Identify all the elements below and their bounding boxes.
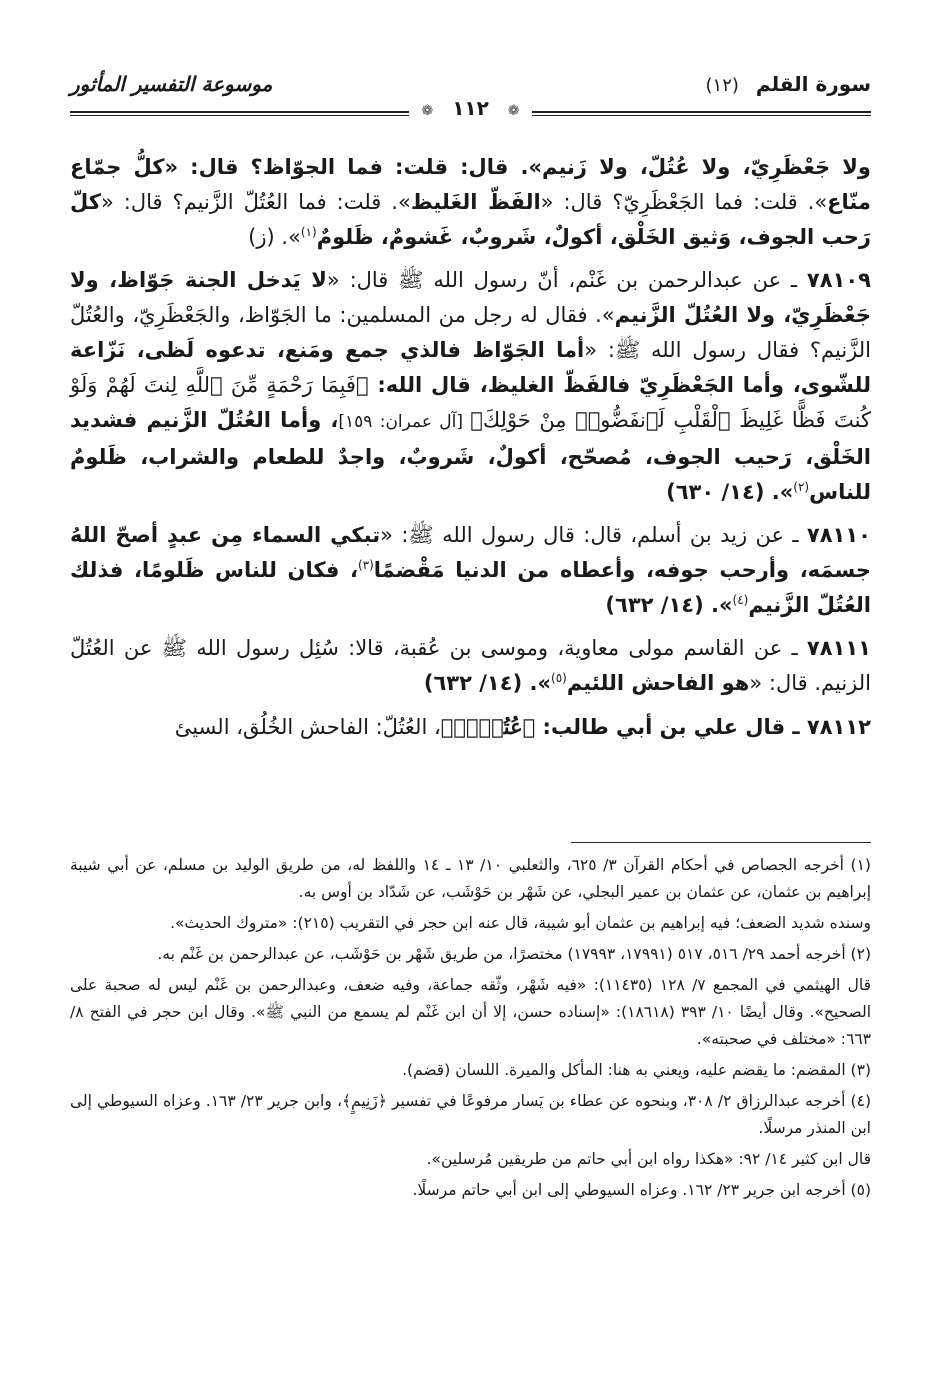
text-run: ». (ز): [248, 225, 301, 249]
quran-verse: ﴿فَبِمَا رَحْمَةٍ مِّنَ ٱللَّهِ لِنتَ لَهُمْ وَلَوْ كُنتَ فَظًّا غَلِيظَ ٱلْقَلْبِ لَٱنفَضُّوا۟ مِنْ حَوْلِكَ﴾: [70, 373, 871, 432]
footnote: قال ابن كثير ١٤/ ٩٢: «هكذا رواه ابن أبي حاتم من طريقين مُرسلين».: [426, 1150, 871, 1168]
main-text: [70, 150, 871, 753]
footnote-marker: (٣): [357, 558, 374, 572]
footnote: (٣) المقضم: ما يقضم عليه، ويعني به هنا: المأكل والميرة. اللسان (قضم).: [402, 1061, 871, 1079]
hadith-number: ٧٨١١٠: [806, 523, 871, 547]
ornament-icon: ❁: [502, 103, 526, 119]
hadith-text: أما الجَوّاظ فالذي جمع ومَنع، تدعوه لَظى، نَزّاعة للشّوى، وأما الجَعْظَرِيّ فالفَظّ الغليظ، قال الله:: [70, 338, 871, 397]
footnote: (٤) أخرجه عبدالرزاق ٢/ ٣٠٨، وبنحوه عن عطاء بن يَسار مرفوعًا في تفسير ﴿زَنِيمٍ﴾، وابن جرير ٢٣/ ١٦٣. وعزاه السيوطي إلى ابن المنذر مرسلًا.: [70, 1092, 871, 1137]
text-run: ـ عن زيد بن أسلم، قال: قال رسول الله ﷺ: «: [380, 523, 807, 547]
text-run: ـ قال علي بن أبي طالب:: [535, 715, 807, 739]
hadith-text: كلُّ جمّاع منّاع: [70, 155, 871, 214]
quran-verse: ﴿عُتُلِّۭ﴾: [440, 714, 536, 739]
source-reference: ». (١٤/ ٦٣٢): [605, 593, 733, 617]
text-run: ـ عن عبدالرحمن بن غَنْم، أنّ رسول الله ﷺ قال: «: [326, 268, 807, 292]
ornament-icon: ❁: [415, 103, 439, 119]
footnote-marker: (٢): [793, 480, 810, 494]
footnote-marker: (١): [300, 225, 317, 239]
footnote: (٥) أخرجه ابن جرير ٢٣/ ١٦٢. وعزاه السيوطي إلى ابن أبي حاتم مرسلًا.: [412, 1181, 871, 1199]
page-number: ١١٢: [446, 96, 495, 120]
hadith-text: كلّ رَحب الجوف، وَثيق الخَلْق، أكولٌ، شَروبٌ، غَشومٌ، ظَلومٌ: [70, 190, 871, 249]
footnote-divider: [571, 842, 871, 843]
text-run: ـ عن القاسم مولى معاوية، وموسى بن عُقبة، قالا: سُئِل رسول الله ﷺ عن العُتُلّ الزنيم. قال: «: [70, 636, 871, 695]
page-header: [70, 72, 871, 120]
hadith-text: تبكي السماء مِن عبدٍ أصحّ اللهُ جسمَه، وأرحب جوفه، وأعطاه من الدنيا مَقْضمًا: [70, 523, 872, 582]
text-run: ». فقال له رجل من المسلمين: ما الجَوّاظ، والجَعْظَرِيّ، والعُتُلّ الزَّنيم؟ فقال رسول الله ﷺ: «: [70, 303, 872, 362]
hadith-number: ٧٨١١١: [806, 636, 871, 660]
source-reference: ». (١٤/ ٦٣٠): [666, 480, 794, 504]
surah-header: [706, 72, 871, 96]
book-title: موسوعة التفسير المأثور: [70, 72, 273, 96]
hadith-paragraph: [70, 263, 871, 510]
footnote-marker: (٥): [551, 671, 567, 685]
footnote-marker: (٤): [732, 593, 749, 607]
page-number-block: [70, 96, 871, 120]
hadith-paragraph: [70, 518, 871, 623]
hadith-text: ، فكان للناس ظَلومًا، فذلك العُتُلّ الزَّنيم: [70, 558, 871, 617]
hadith-paragraph: [70, 709, 871, 745]
surah-title: سورة القلم: [755, 72, 871, 96]
text-run: ولا جَعْظَرِيّ، ولا عُتُلّ، ولا زَنيم». قال: قلت: فما الجوّاظ؟ قال: «: [164, 155, 871, 179]
footnote: (٢) أخرجه أحمد ٢٩/ ٥١٦، ٥١٧ (١٧٩٩١، ١٧٩٩٣) مختصرًا، من طريق شَهْر بن حَوْشَب، عن عبدالرحمن بن غَنْم به.: [157, 945, 871, 963]
text-run: ، العُتُلّ: الفاحش الخُلُق، السيئ: [174, 715, 441, 739]
footnote: وسنده شديد الضعف؛ فيه إبراهيم بن عثمان أبو شيبة، قال عنه ابن حجر في التقريب (٢١٥): «متروك الحديث».: [170, 914, 871, 932]
hadith-text: هو الفاحش اللئيم: [566, 671, 750, 695]
quran-reference: [آل عمران: ١٥٩]: [338, 412, 471, 432]
continuation-paragraph: [70, 150, 871, 255]
hadith-text: الفَظّ الغَليظ: [410, 190, 541, 214]
hadith-paragraph: [70, 631, 871, 701]
hadith-text: لا يَدخل الجنة جَوّاظ، ولا جَعْظَرِيّ، ولا العُتُلّ الزَّنيم: [70, 268, 872, 327]
footnote: قال الهيثمي في المجمع ٧/ ١٢٨ (١١٤٣٥): «فيه شَهْر، وثّقه جماعة، وفيه ضعف، وعبدالرحمن بن غَنْم ليس له صحبة على الصحيح». وقال أيضًا ١٠/ ٣٩٣ (١٨٦١٨): «إسناده حسن، إلا أن ابن غَنْم لم يسمع من النبي ﷺ». وقال ابن حجر في الفتح ٨/ ٦٦٣: «مختلف في صحبته».: [70, 976, 872, 1048]
footnote: (١) أخرجه الجصاص في أحكام القرآن ٣/ ٦٢٥، والثعلبي ١٠/ ١٣ ـ ١٤ واللفظ له، من طريق الوليد بن مسلم، عن أبي شيبة إبراهيم بن عثمان، عن عثمان بن عمير البجلي، عن شَهْر بن حَوْشَب، عن شَدّاد بن أوس به.: [70, 856, 871, 901]
text-run: ». قلت: فما العُتُلّ الزَّنيم؟ قال: «: [100, 190, 411, 214]
hadith-number: ٧٨١١٢: [806, 715, 871, 739]
hadith-number: ٧٨١٠٩: [806, 268, 871, 292]
surah-number: (١٢): [705, 75, 739, 96]
text-run: ». قلت: فما الجَعْظَرِيّ؟ قال: «: [540, 190, 828, 214]
footnotes: [70, 852, 871, 1208]
source-reference: ». (١٤/ ٦٣٢): [423, 671, 552, 695]
hadith-text: ، وأما العُتُلّ الزَّنيم فشديد الخَلْق، رَحيب الجوف، مُصحّح، أكولٌ، شَروبٌ، واجدٌ للطعام والشراب، ظَلومٌ للناس: [70, 408, 871, 504]
